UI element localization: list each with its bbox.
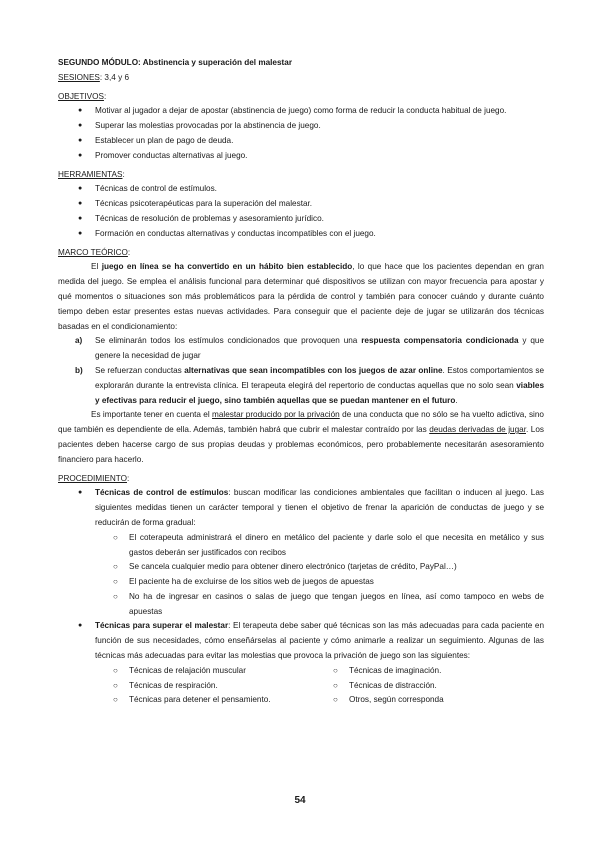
list-item: ○ Técnicas de relajación muscular [58, 664, 301, 679]
list-item: ○ El paciente ha de excluirse de los sitios web de juegos de apuestas [58, 575, 544, 590]
list-item: ● Técnicas de control de estímulos. [58, 182, 544, 197]
list-item: a) Se eliminarán todos los estímulos condicionados que provoquen una respuesta compensatoria condicionada y que genere la necesidad de jugar [75, 336, 545, 361]
discomfort-techniques-columns [58, 664, 544, 708]
list-item: ● Establecer un plan de pago de deuda. [58, 134, 544, 149]
list-item: ● Motivar al jugador a dejar de apostar (abstinencia de juego) como forma de reducir la conducta habitual de juego. [58, 104, 544, 119]
list-item: ● Superar las molestias provocadas por la abstinencia de juego. [58, 119, 544, 134]
list-item: ● Técnicas de control de estímulos: buscan modificar las condiciones ambientales que facilitan o inducen al juego. Las siguientes medidas tienen un carácter temporal y tienen el objetivo de frenar la aparición de conductas de juego y se reducirán de forma gradual: ○ El coterapeuta administrará el dinero en metálico del paciente y darle solo el que necesita en metálico y sus gastos deberán ser justificados con recibos ○ Se cancela cualquier medio para obtener dinero electrónico (tarjetas de crédito, PayPal…) ○ El paciente ha de excluirse de los sitios web de juegos de apuestas ○ No ha de ingresar en casinos o salas de juego que tengan juegos en línea, así como tampoco en webs de apuestas [58, 486, 544, 619]
theory-paragraph-1: El juego en línea se ha convertido en un hábito bien establecido, lo que hace que los pacientes dependan en gran medida del juego. Se emplea el análisis funcional para determinar qué dispositivos se utilizan con mayor frecuencia para apostar y qué momentos o situaciones son más problemáticos para la pérdida de control y también para conocer cuándo y durante cuánto tiempo deben estar presentes estas nuevas actividades. Para conseguir que el paciente deje de jugar se utilizarán dos técnicas basadas en el condicionamiento: [58, 262, 544, 331]
list-item: ○ El coterapeuta administrará el dinero en metálico del paciente y darle solo el que necesita en metálico y sus gastos deberán ser justificados con recibos [58, 531, 544, 561]
sessions-label: SESIONES [58, 72, 100, 82]
list-item: ● Técnicas de resolución de problemas y asesoramiento jurídico. [58, 212, 544, 227]
list-item: ● Formación en conductas alternativas y conductas incompatibles con el juego. [58, 227, 544, 242]
list-item: ○ Técnicas de distracción. [301, 679, 544, 694]
list-item: ● Promover conductas alternativas al juego. [58, 149, 544, 164]
document-page [58, 56, 544, 708]
list-item: ○ Técnicas de respiración. [58, 679, 301, 694]
techniques-right-list [301, 664, 544, 708]
tools-list [58, 182, 544, 241]
stimulus-control-sublist [58, 531, 544, 620]
objectives-list [58, 104, 544, 163]
module-title: SEGUNDO MÓDULO: Abstinencia y superación del malestar [58, 58, 293, 67]
list-item: ○ Otros, según corresponda [301, 693, 544, 708]
list-item: ● Técnicas psicoterapéuticas para la superación del malestar. [58, 197, 544, 212]
list-item: ○ Técnicas para detener el pensamiento. [58, 693, 301, 708]
list-item: ● Técnicas para superar el malestar: El terapeuta debe saber qué técnicas son las más adecuadas para cada paciente en función de sus necesidades, cómo enseñárselas al paciente y cómo animarle a realizar un seguimiento. Algunas de las técnicas más adecuadas para evitar las molestias que provoca la privación de juego son las siguientes: ○ Técnicas de relajación muscular ○ Técnicas de respiración. ○ Técnicas para detener el pensamiento. ○ Técnicas de imaginación. ○ Técnicas de distracción. ○ Otros, según corresponda [58, 619, 544, 708]
objectives-heading: OBJETIVOS: [58, 91, 107, 101]
techniques-left-list [58, 664, 301, 708]
sessions-value: : 3,4 y 6 [99, 72, 130, 82]
theory-paragraph-2: Es importante tener en cuenta el malestar producido por la privación de una conducta que no sólo se ha vuelto adictiva, sino que también es dependiente de ella. Además, también habrá que cubrir el malestar contraído por las deudas derivadas de jugar. Los pacientes deben hacerse cargo de sus propias deudas y problemas económicos, pero probablemente necesitarán asesoramiento financiero para hacerlo. [58, 410, 544, 464]
procedure-list [58, 486, 544, 708]
list-item: ○ Técnicas de imaginación. [301, 664, 544, 679]
list-item: ○ No ha de ingresar en casinos o salas de juego que tengan juegos en línea, así como tampoco en webs de apuestas [58, 590, 544, 620]
sessions-line [58, 71, 544, 86]
list-item: ○ Se cancela cualquier medio para obtener dinero electrónico (tarjetas de crédito, PayPal…) [58, 560, 544, 575]
theory-heading: MARCO TEÓRICO: [58, 247, 131, 257]
procedure-heading: PROCEDIMIENTO: [58, 473, 130, 483]
theory-technique-list [58, 334, 544, 408]
tools-heading: HERRAMIENTAS: [58, 169, 125, 179]
list-item: b) Se refuerzan conductas alternativas que sean incompatibles con los juegos de azar online. Estos comportamientos se explorarán durante la entrevista clínica. El terapeuta elegirá del repertorio de conductas aquellas que no solo sean viables y efectivas para reducir el juego, sino también aquellas que se puedan mantener en el futuro. [75, 365, 544, 405]
page-number: 54 [294, 795, 306, 806]
